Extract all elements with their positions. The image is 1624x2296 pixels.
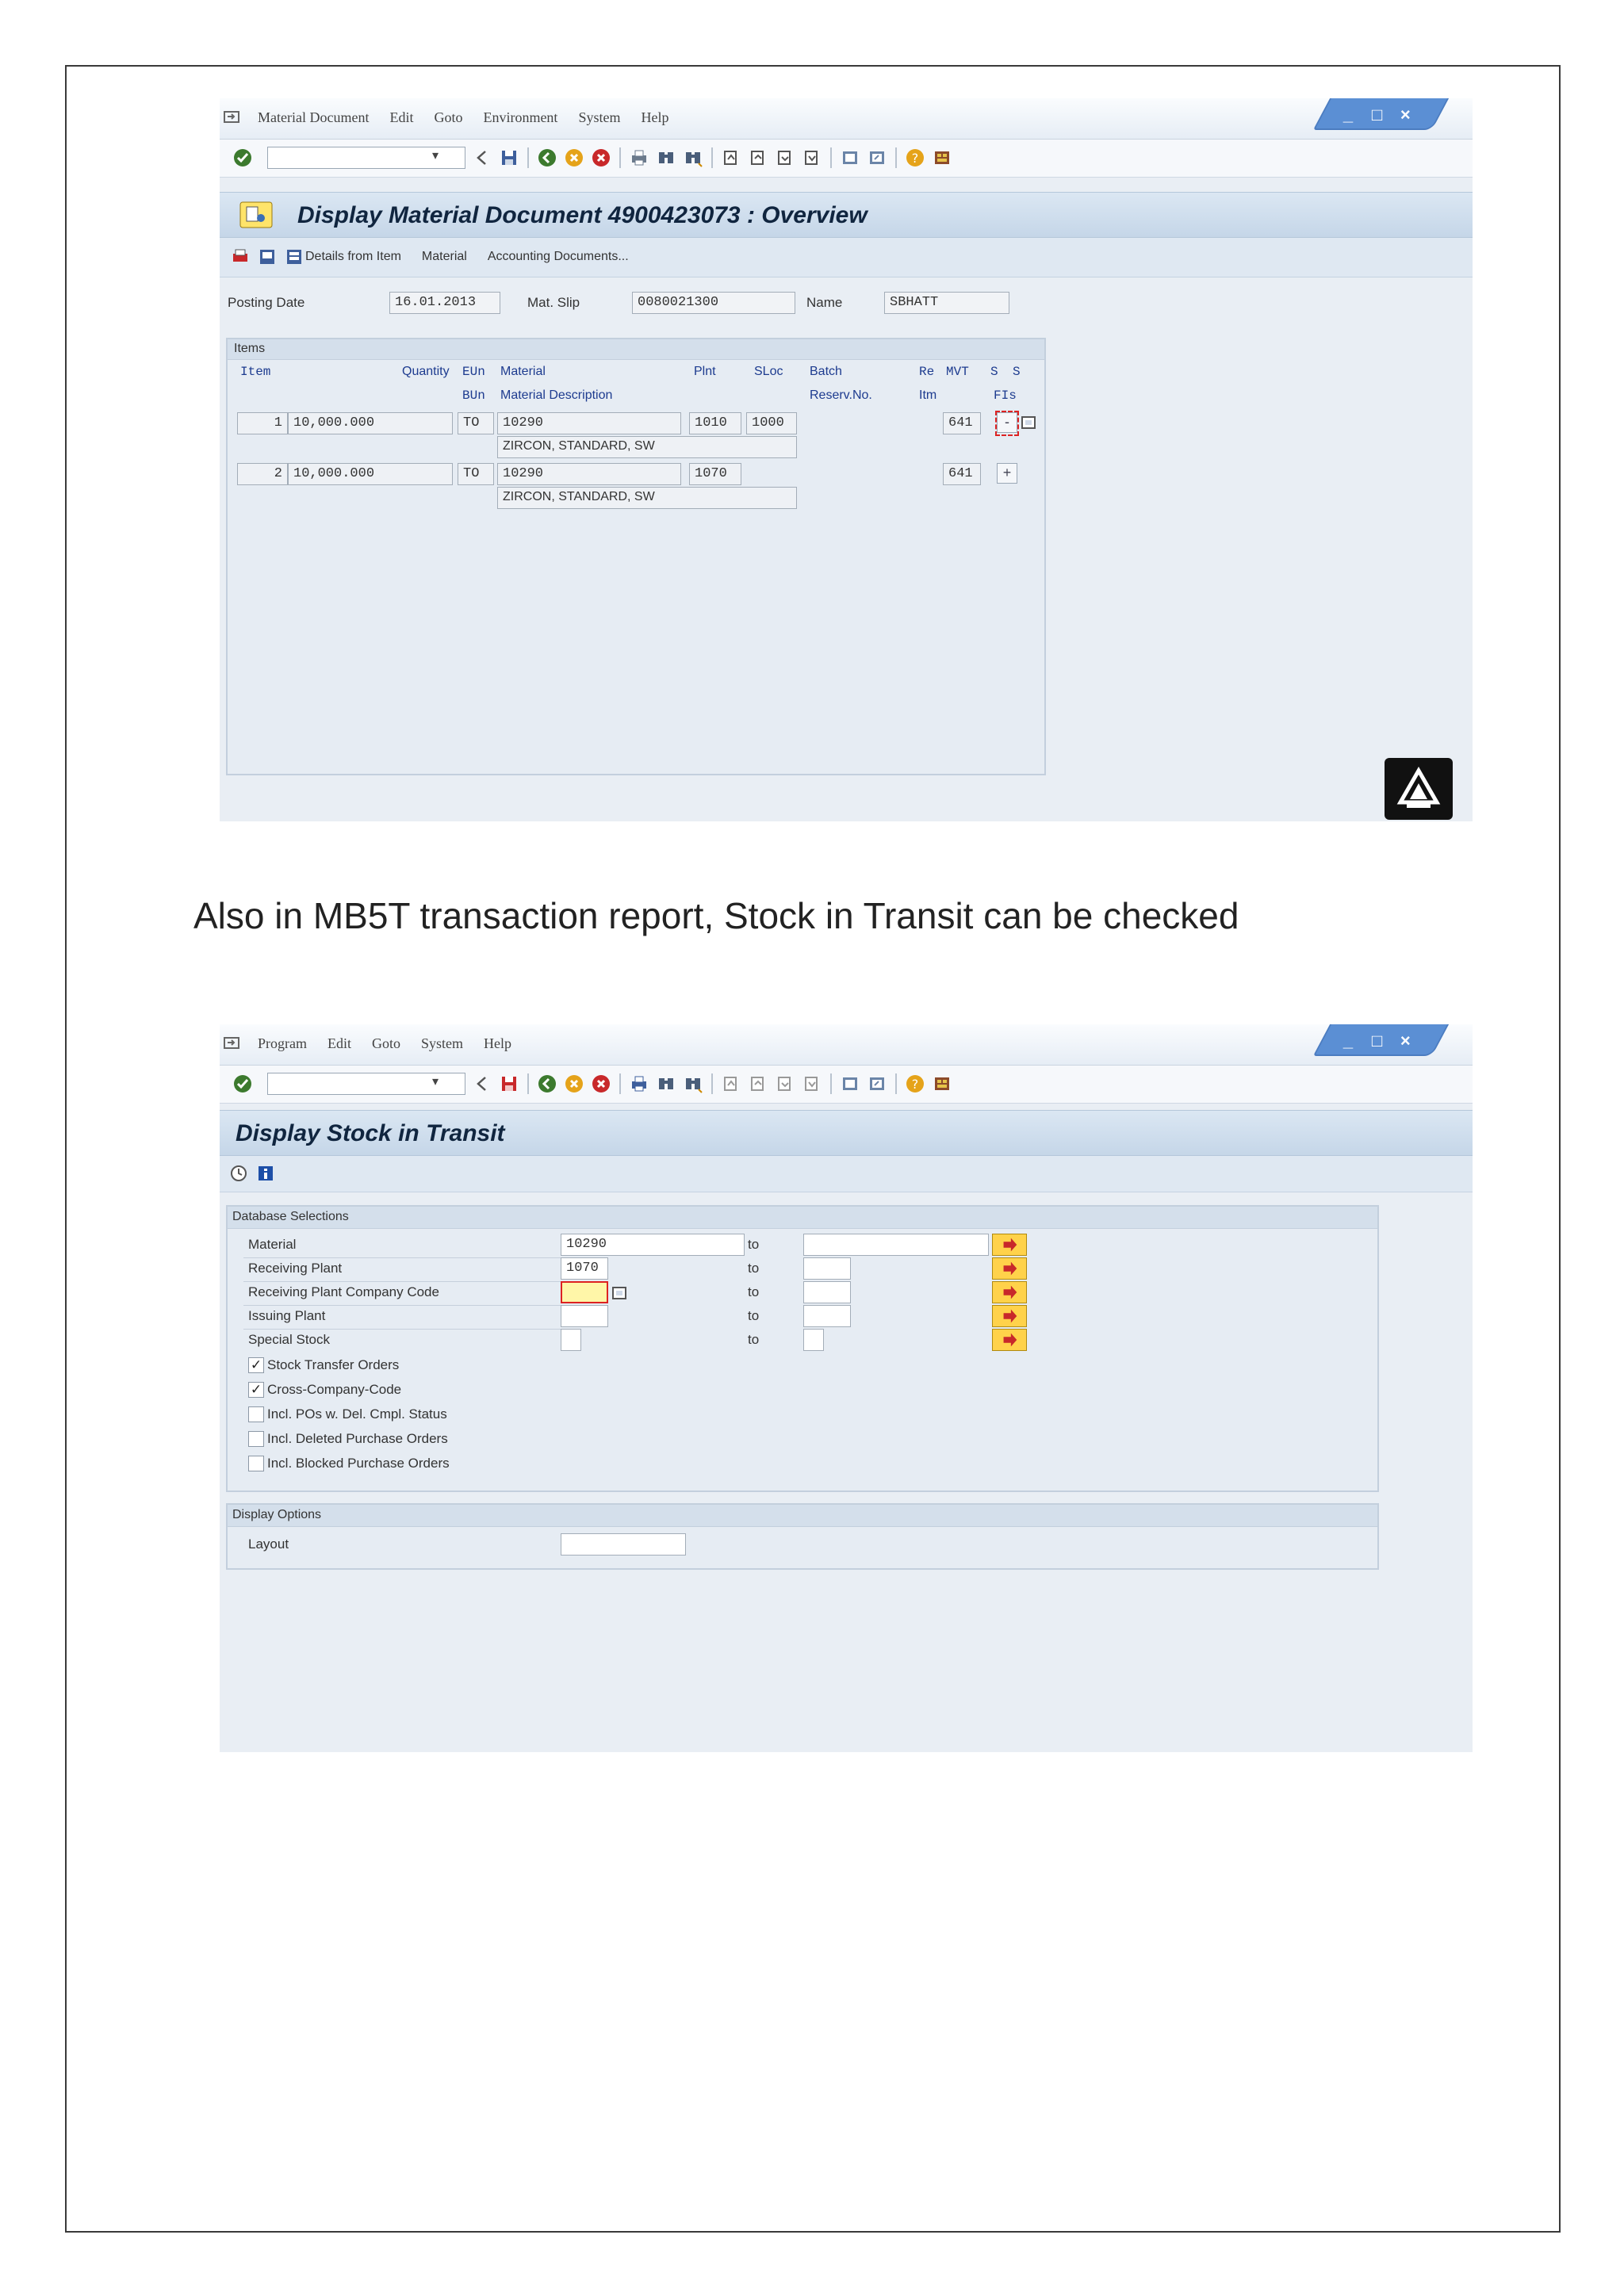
menu-material-document[interactable]: Material Document: [258, 109, 370, 125]
page-title: Display Material Document 4900423073 : Overview: [297, 202, 868, 228]
previous-page-icon[interactable]: [748, 1073, 768, 1094]
col-batch: Batch: [810, 365, 842, 378]
col-item: Item: [240, 365, 271, 379]
print-icon[interactable]: [629, 147, 649, 168]
posting-date-field[interactable]: 16.01.2013: [389, 292, 500, 314]
menu-goto[interactable]: Goto: [372, 1035, 400, 1051]
table-row-2-item[interactable]: 2: [237, 463, 288, 485]
items-table-title-bar: [228, 339, 1044, 360]
window-controls: [1313, 98, 1450, 130]
table-row-1-description: ZIRCON, STANDARD, SW: [497, 436, 797, 458]
display-icon[interactable]: [258, 247, 277, 266]
table-row-2-plant[interactable]: 1070: [689, 463, 741, 485]
standard-toolbar: [220, 140, 1473, 178]
material-label: Material: [248, 1237, 297, 1252]
issuing-plant-multiple-selection-button[interactable]: [992, 1305, 1027, 1327]
table-row-1-mvt[interactable]: 641: [943, 412, 981, 434]
table-row-1-material[interactable]: 10290: [497, 412, 681, 434]
customize-layout-icon[interactable]: [932, 147, 952, 168]
items-table: [226, 338, 1046, 775]
mat-slip-field[interactable]: 0080021300: [632, 292, 795, 314]
menu-system[interactable]: System: [421, 1035, 464, 1051]
save-icon[interactable]: [499, 1073, 519, 1094]
material-from-field[interactable]: 10290: [561, 1234, 745, 1256]
toolbar-separator: [527, 1073, 529, 1094]
title-bar: [220, 1110, 1473, 1156]
help-icon[interactable]: [905, 147, 925, 168]
close-icon[interactable]: ×: [1400, 1031, 1411, 1050]
enter-check-icon[interactable]: [232, 1073, 253, 1094]
col-s1: S: [990, 365, 998, 379]
find-icon[interactable]: [656, 1073, 676, 1094]
info-icon[interactable]: [256, 1164, 275, 1183]
display-options-group: [226, 1503, 1379, 1570]
cross-company-code-label: Cross-Company-Code: [267, 1382, 402, 1397]
special-stock-to-label: to: [748, 1332, 760, 1347]
stock-transfer-orders-checkbox[interactable]: ✓: [248, 1357, 264, 1373]
sap-logo-badge: [1385, 758, 1453, 820]
exit-icon[interactable]: [564, 147, 584, 168]
receiving-plant-company-code-label: Receiving Plant Company Code: [248, 1284, 439, 1299]
incl-pos-del-cmpl-label: Incl. POs w. Del. Cmpl. Status: [267, 1406, 447, 1422]
col-material: Material: [500, 365, 546, 378]
page-title: Display Stock in Transit: [236, 1120, 505, 1146]
help-icon[interactable]: [905, 1073, 925, 1094]
arrow-right-icon: [993, 1258, 1026, 1279]
incl-blocked-pos-checkbox[interactable]: [248, 1456, 264, 1471]
back-arrow-icon[interactable]: [472, 1073, 492, 1094]
execute-clock-icon[interactable]: [229, 1164, 248, 1183]
sap-window-stock-in-transit: [220, 1024, 1473, 1752]
menu-goto[interactable]: Goto: [434, 109, 463, 125]
maximize-icon[interactable]: □: [1371, 105, 1383, 124]
posting-date-label: Posting Date: [228, 295, 305, 310]
arrow-right-icon: [993, 1282, 1026, 1303]
toolbar-separator: [895, 147, 897, 168]
arrow-right-icon: [993, 1330, 1026, 1350]
incl-blocked-pos-label: Incl. Blocked Purchase Orders: [267, 1456, 450, 1471]
special-stock-multiple-selection-button[interactable]: [992, 1329, 1027, 1351]
receiving-plant-company-code-from-field[interactable]: [561, 1281, 608, 1303]
application-toolbar: [220, 238, 1473, 277]
sap-window-material-document: [220, 98, 1473, 821]
new-session-icon[interactable]: [840, 147, 860, 168]
col-bun: BUn: [462, 388, 485, 403]
document-icon: [239, 201, 274, 229]
layout-label: Layout: [248, 1536, 289, 1552]
items-title: Items: [234, 342, 266, 355]
row-divider: [243, 1329, 561, 1330]
special-stock-from-field[interactable]: [561, 1329, 581, 1351]
cross-company-code-checkbox[interactable]: ✓: [248, 1382, 264, 1398]
back-arrow-icon[interactable]: [472, 147, 492, 168]
toolbar-separator: [830, 147, 832, 168]
special-stock-to-field[interactable]: [803, 1329, 824, 1351]
special-stock-label: Special Stock: [248, 1332, 330, 1347]
title-bar: [220, 192, 1473, 238]
row-divider: [243, 1257, 561, 1258]
table-row-1-quantity[interactable]: 10,000.000: [288, 412, 453, 434]
name-label: Name: [806, 295, 843, 310]
minimize-icon[interactable]: _: [1342, 1031, 1354, 1050]
sap-logo-icon: [1385, 758, 1453, 820]
exit-icon[interactable]: [564, 1073, 584, 1094]
back-icon[interactable]: [537, 147, 557, 168]
col-sloc: SLoc: [754, 365, 783, 378]
search-help-icon[interactable]: [611, 1284, 629, 1302]
receiving-plant-to-field[interactable]: [803, 1257, 851, 1280]
issuing-plant-from-field[interactable]: [561, 1305, 608, 1327]
incl-deleted-pos-label: Incl. Deleted Purchase Orders: [267, 1431, 448, 1446]
svg-text:?: ?: [911, 151, 919, 166]
material-button[interactable]: Material: [421, 250, 467, 263]
maximize-icon[interactable]: □: [1371, 1031, 1383, 1050]
minimize-icon[interactable]: _: [1342, 105, 1354, 124]
standard-toolbar: [220, 1066, 1473, 1104]
issuing-plant-to-label: to: [748, 1308, 760, 1323]
toolbar-separator: [895, 1073, 897, 1094]
menu-program[interactable]: Program: [258, 1035, 307, 1051]
print-icon[interactable]: [629, 1073, 649, 1094]
col-material-description: Material Description: [500, 388, 613, 402]
find-next-icon[interactable]: [683, 1073, 703, 1094]
search-help-icon[interactable]: [1021, 414, 1038, 431]
details-from-item-button[interactable]: Details from Item: [305, 250, 401, 263]
window-controls: [1313, 1024, 1450, 1056]
table-row-1-plant[interactable]: 1010: [689, 412, 741, 434]
table-row-2-stock-indicator[interactable]: +: [997, 463, 1017, 484]
cancel-icon[interactable]: [591, 147, 611, 168]
issuing-plant-to-field[interactable]: [803, 1305, 851, 1327]
incl-pos-del-cmpl-checkbox[interactable]: [248, 1406, 264, 1422]
database-selections-group: [226, 1205, 1379, 1492]
save-icon[interactable]: [499, 147, 519, 168]
receiving-plant-company-code-to-label: to: [748, 1284, 760, 1299]
table-row-2-eun[interactable]: TO: [458, 463, 494, 485]
next-page-icon[interactable]: [775, 1073, 795, 1094]
toolbar-separator: [527, 147, 529, 168]
incl-deleted-pos-checkbox[interactable]: [248, 1431, 264, 1447]
details-icon[interactable]: [285, 247, 304, 266]
table-row-2-quantity[interactable]: 10,000.000: [288, 463, 453, 485]
table-row-2-description: ZIRCON, STANDARD, SW: [497, 487, 797, 509]
find-icon[interactable]: [656, 147, 676, 168]
col-eun: EUn: [462, 365, 485, 379]
material-multiple-selection-button[interactable]: [992, 1234, 1027, 1256]
find-next-icon[interactable]: [683, 147, 703, 168]
database-selections-title: Database Selections: [228, 1207, 1377, 1229]
customize-layout-icon[interactable]: [932, 1073, 952, 1094]
toolbar-separator: [619, 147, 621, 168]
table-row-1-eun[interactable]: TO: [458, 412, 494, 434]
print-document-icon[interactable]: [231, 247, 250, 266]
last-page-icon[interactable]: [802, 1073, 822, 1094]
first-page-icon[interactable]: [721, 147, 741, 168]
col-re: Re: [919, 365, 935, 379]
col-plant: Plnt: [694, 365, 716, 378]
menu-edit[interactable]: Edit: [327, 1035, 351, 1051]
layout-field[interactable]: [561, 1533, 686, 1556]
table-row-1-stock-indicator[interactable]: -: [997, 412, 1017, 433]
col-mvt: MVT: [946, 365, 969, 379]
accounting-documents-button[interactable]: Accounting Documents...: [487, 250, 629, 263]
receiving-plant-multiple-selection-button[interactable]: [992, 1257, 1027, 1280]
row-divider: [243, 1281, 561, 1282]
material-to-field[interactable]: [803, 1234, 989, 1256]
toolbar-separator: [619, 1073, 621, 1094]
menu-help[interactable]: Help: [641, 109, 669, 125]
arrow-right-icon: [993, 1234, 1026, 1255]
next-page-icon[interactable]: [775, 147, 795, 168]
menu-bar: [220, 98, 1473, 140]
command-dropdown-icon[interactable]: ▾: [432, 149, 439, 163]
display-options-title: Display Options: [228, 1505, 1377, 1527]
svg-text:?: ?: [911, 1077, 919, 1092]
shortcut-icon[interactable]: [867, 147, 887, 168]
cancel-icon[interactable]: [591, 1073, 611, 1094]
col-reservation-no: Reserv.No.: [810, 388, 872, 402]
table-row-2-material[interactable]: 10290: [497, 463, 681, 485]
close-icon[interactable]: ×: [1400, 105, 1411, 124]
col-quantity: Quantity: [402, 365, 450, 378]
table-row-1-item[interactable]: 1: [237, 412, 288, 434]
enter-check-icon[interactable]: [232, 147, 253, 168]
receiving-plant-label: Receiving Plant: [248, 1261, 343, 1276]
toolbar-separator: [711, 1073, 713, 1094]
receiving-plant-company-code-multiple-selection-button[interactable]: [992, 1281, 1027, 1303]
material-to-label: to: [748, 1237, 760, 1252]
col-itm: Itm: [919, 388, 937, 402]
row-divider: [243, 1305, 561, 1306]
last-page-icon[interactable]: [802, 147, 822, 168]
col-s2: S: [1013, 365, 1021, 379]
toolbar-separator: [830, 1073, 832, 1094]
toolbar-separator: [711, 147, 713, 168]
command-dropdown-icon[interactable]: ▾: [432, 1075, 439, 1089]
receiving-plant-to-label: to: [748, 1261, 760, 1276]
menu-bar: [220, 1024, 1473, 1066]
receiving-plant-company-code-to-field[interactable]: [803, 1281, 851, 1303]
table-row-2-mvt[interactable]: 641: [943, 463, 981, 485]
menu-help[interactable]: Help: [484, 1035, 512, 1051]
menu-toggle-icon[interactable]: [223, 109, 242, 125]
application-toolbar: [220, 1156, 1473, 1192]
menu-toggle-icon[interactable]: [223, 1035, 242, 1051]
table-row-1-sloc[interactable]: 1000: [746, 412, 797, 434]
menu-system[interactable]: System: [578, 109, 621, 125]
issuing-plant-label: Issuing Plant: [248, 1308, 326, 1323]
shortcut-icon[interactable]: [867, 1073, 887, 1094]
menu-edit[interactable]: Edit: [389, 109, 414, 125]
mat-slip-label: Mat. Slip: [527, 295, 580, 310]
stock-transfer-orders-label: Stock Transfer Orders: [267, 1357, 400, 1372]
caption-text: Also in MB5T transaction report, Stock in Transit can be checked: [193, 895, 1239, 936]
first-page-icon[interactable]: [721, 1073, 741, 1094]
name-field[interactable]: SBHATT: [884, 292, 1009, 314]
new-session-icon[interactable]: [840, 1073, 860, 1094]
previous-page-icon[interactable]: [748, 147, 768, 168]
back-icon[interactable]: [537, 1073, 557, 1094]
col-fis: FIs: [994, 388, 1017, 403]
menu-environment[interactable]: Environment: [483, 109, 558, 125]
arrow-right-icon: [993, 1306, 1026, 1326]
receiving-plant-from-field[interactable]: 1070: [561, 1257, 608, 1280]
